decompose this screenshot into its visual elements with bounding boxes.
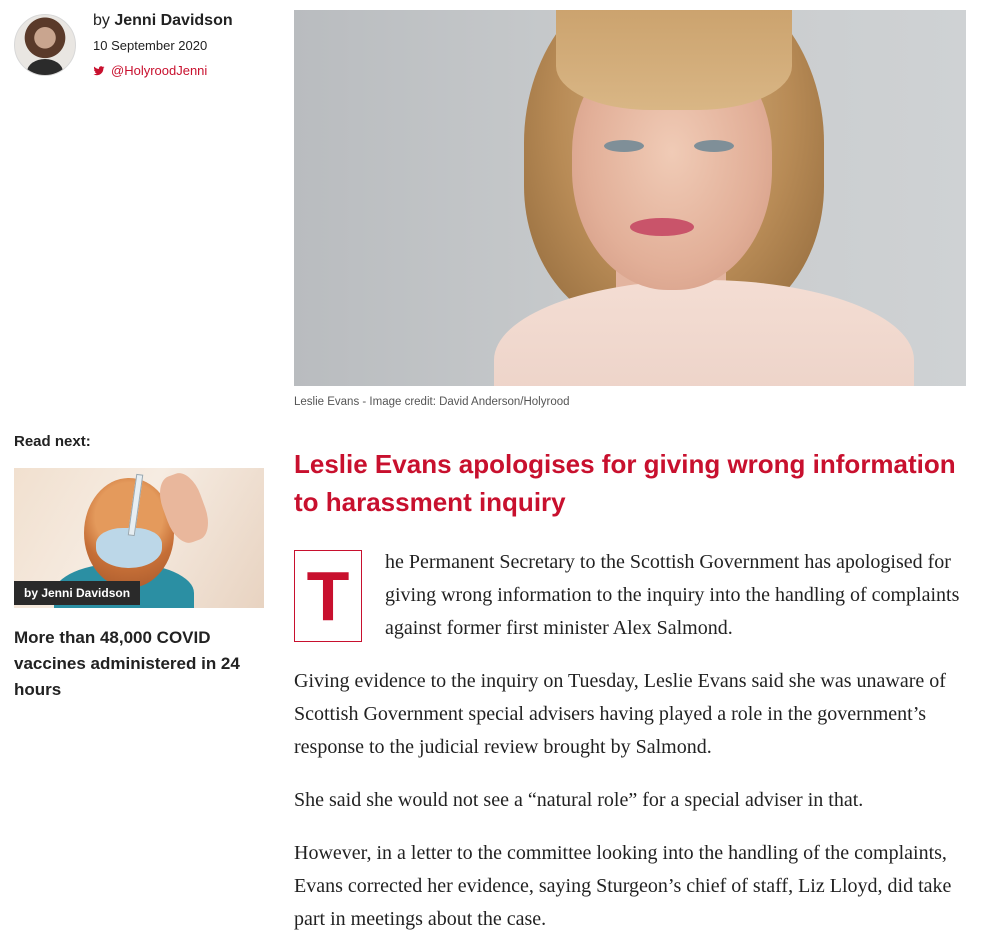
hero-eye-right	[694, 140, 734, 152]
article-paragraph-1: he Permanent Secretary to the Scottish Government has apologised for giving wrong information to the inquiry into the handling of complaints against former first minister Alex Salmond.	[385, 551, 960, 639]
article-paragraph-2: Giving evidence to the inquiry on Tuesday, Leslie Evans said she was unaware of Scottish Government special advisers having played a role in the government’s response to the judicial review brought by Salmond.	[294, 670, 946, 758]
article-headline: Leslie Evans apologises for giving wrong information to harassment inquiry	[294, 449, 956, 517]
author-name-link[interactable]: Jenni Davidson	[114, 12, 233, 29]
byline-prefix: by	[93, 12, 110, 29]
hero-caption: Leslie Evans - Image credit: David Anderson/Holyrood	[294, 396, 570, 408]
read-next-headline-link[interactable]: More than 48,000 COVID vaccines administered in 24 hours	[14, 628, 240, 699]
drop-cap: T	[294, 550, 362, 642]
article-paragraph-4: However, in a letter to the committee looking into the handling of the complaints, Evans corrected her evidence, saying Sturgeon’s chief of staff, Liz Lloyd, did take part in meetings about the case.	[294, 842, 952, 930]
hero-image	[294, 10, 966, 386]
author-block	[14, 12, 274, 82]
read-next-author-tag: by Jenni Davidson	[14, 581, 140, 605]
hero-eye-left	[604, 140, 644, 152]
article-paragraph-3: She said she would not see a “natural role” for a special adviser in that.	[294, 789, 864, 811]
byline	[93, 12, 233, 30]
read-next-thumbnail[interactable]	[14, 468, 264, 608]
hero-lips	[630, 218, 694, 236]
publish-date: 10 September 2020	[93, 38, 208, 53]
author-avatar[interactable]	[14, 14, 76, 76]
hero-fringe-shape	[556, 10, 792, 110]
twitter-handle: @HolyroodJenni	[111, 63, 208, 78]
twitter-icon	[93, 65, 105, 77]
author-twitter-link[interactable]	[93, 63, 207, 78]
read-next-title: Read next:	[14, 433, 91, 450]
hero-shoulders-shape	[494, 280, 914, 386]
